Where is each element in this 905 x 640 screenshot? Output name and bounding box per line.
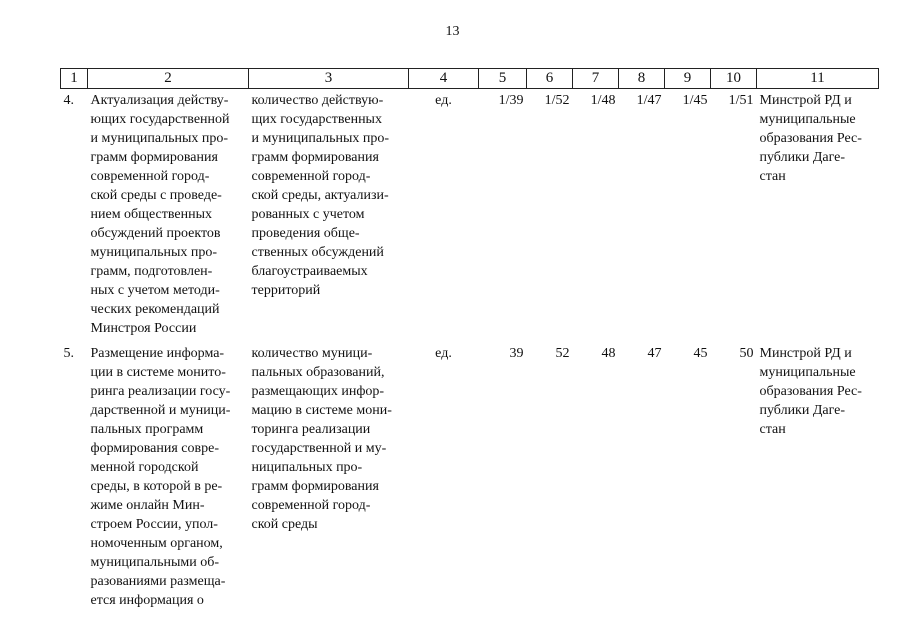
value-cell: 45: [693, 346, 708, 361]
table-row: [61, 338, 879, 610]
indicator-description: [249, 338, 409, 610]
column-number-row: [61, 69, 879, 89]
page-number: 13: [445, 24, 460, 39]
indicator-text: количество действую- щих государственных и муниципальных про- грамм формирования современной город- ской среды, актуализи- рованных с учетом проведения обще- ственных обсуждений благоустраиваемых территорий: [251, 93, 390, 298]
column-header: 5: [479, 69, 527, 89]
value-cell: 1/48: [590, 93, 616, 108]
value-cell: 48: [601, 346, 616, 361]
column-header: 8: [619, 69, 665, 89]
unit-cell: ед.: [435, 93, 452, 108]
value-cell: 1/47: [636, 93, 662, 108]
column-header: 9: [665, 69, 711, 89]
value-cell: 1/45: [682, 93, 708, 108]
responsible-text: Минстрой РД и муниципальные образования Рес- публики Даге- стан: [759, 346, 862, 437]
value-cell: 1/52: [544, 93, 570, 108]
column-header: 4: [409, 69, 479, 89]
value-cell: 1/39: [498, 93, 524, 108]
column-header: 6: [527, 69, 573, 89]
event-text: Актуализация действу- ющих государственной и муниципальных про- грамм формирования современной город- ской среды с проведе- нием общественных обсуждений проектов муниципальных про- грамм, подготовлен- ных с учетом методи- ческих рекомендаций Минстроя России: [90, 93, 230, 336]
indicator-description: [249, 89, 409, 339]
indicator-text: количество муници- пальных образований, размещающих инфор- мацию в системе мони- торинга реализации государственной и му- ниципальных про- грамм формирования современной город- ской среды: [251, 346, 392, 532]
table-row: [61, 89, 879, 339]
value-cell: 47: [647, 346, 662, 361]
column-header: 2: [88, 69, 249, 89]
value-cell: 50: [739, 346, 754, 361]
value-cell: 39: [509, 346, 524, 361]
row-number: 5.: [63, 346, 74, 361]
measures-table: [60, 68, 879, 610]
column-header: 10: [711, 69, 757, 89]
responsible-text: Минстрой РД и муниципальные образования Рес- публики Даге- стан: [759, 93, 862, 184]
value-cell: 1/51: [728, 93, 754, 108]
column-header: 7: [573, 69, 619, 89]
responsible-party: [757, 89, 879, 339]
row-number: 4.: [63, 93, 74, 108]
event-description: [88, 89, 249, 339]
unit-cell: ед.: [435, 346, 452, 361]
value-cell: 52: [555, 346, 570, 361]
column-header: 3: [249, 69, 409, 89]
responsible-party: [757, 338, 879, 610]
event-text: Размещение информа- ции в системе монито- ринга реализации госу- дарственной и муници- пальных программ формирования совре- менной городской среды, в которой в ре- жиме онлайн Мин- строем России, упол- номоченным органом, муниципальными об- разованиями размеща- ется информация о: [90, 346, 231, 608]
column-header: 11: [757, 69, 879, 89]
event-description: [88, 338, 249, 610]
column-header: 1: [61, 69, 88, 89]
